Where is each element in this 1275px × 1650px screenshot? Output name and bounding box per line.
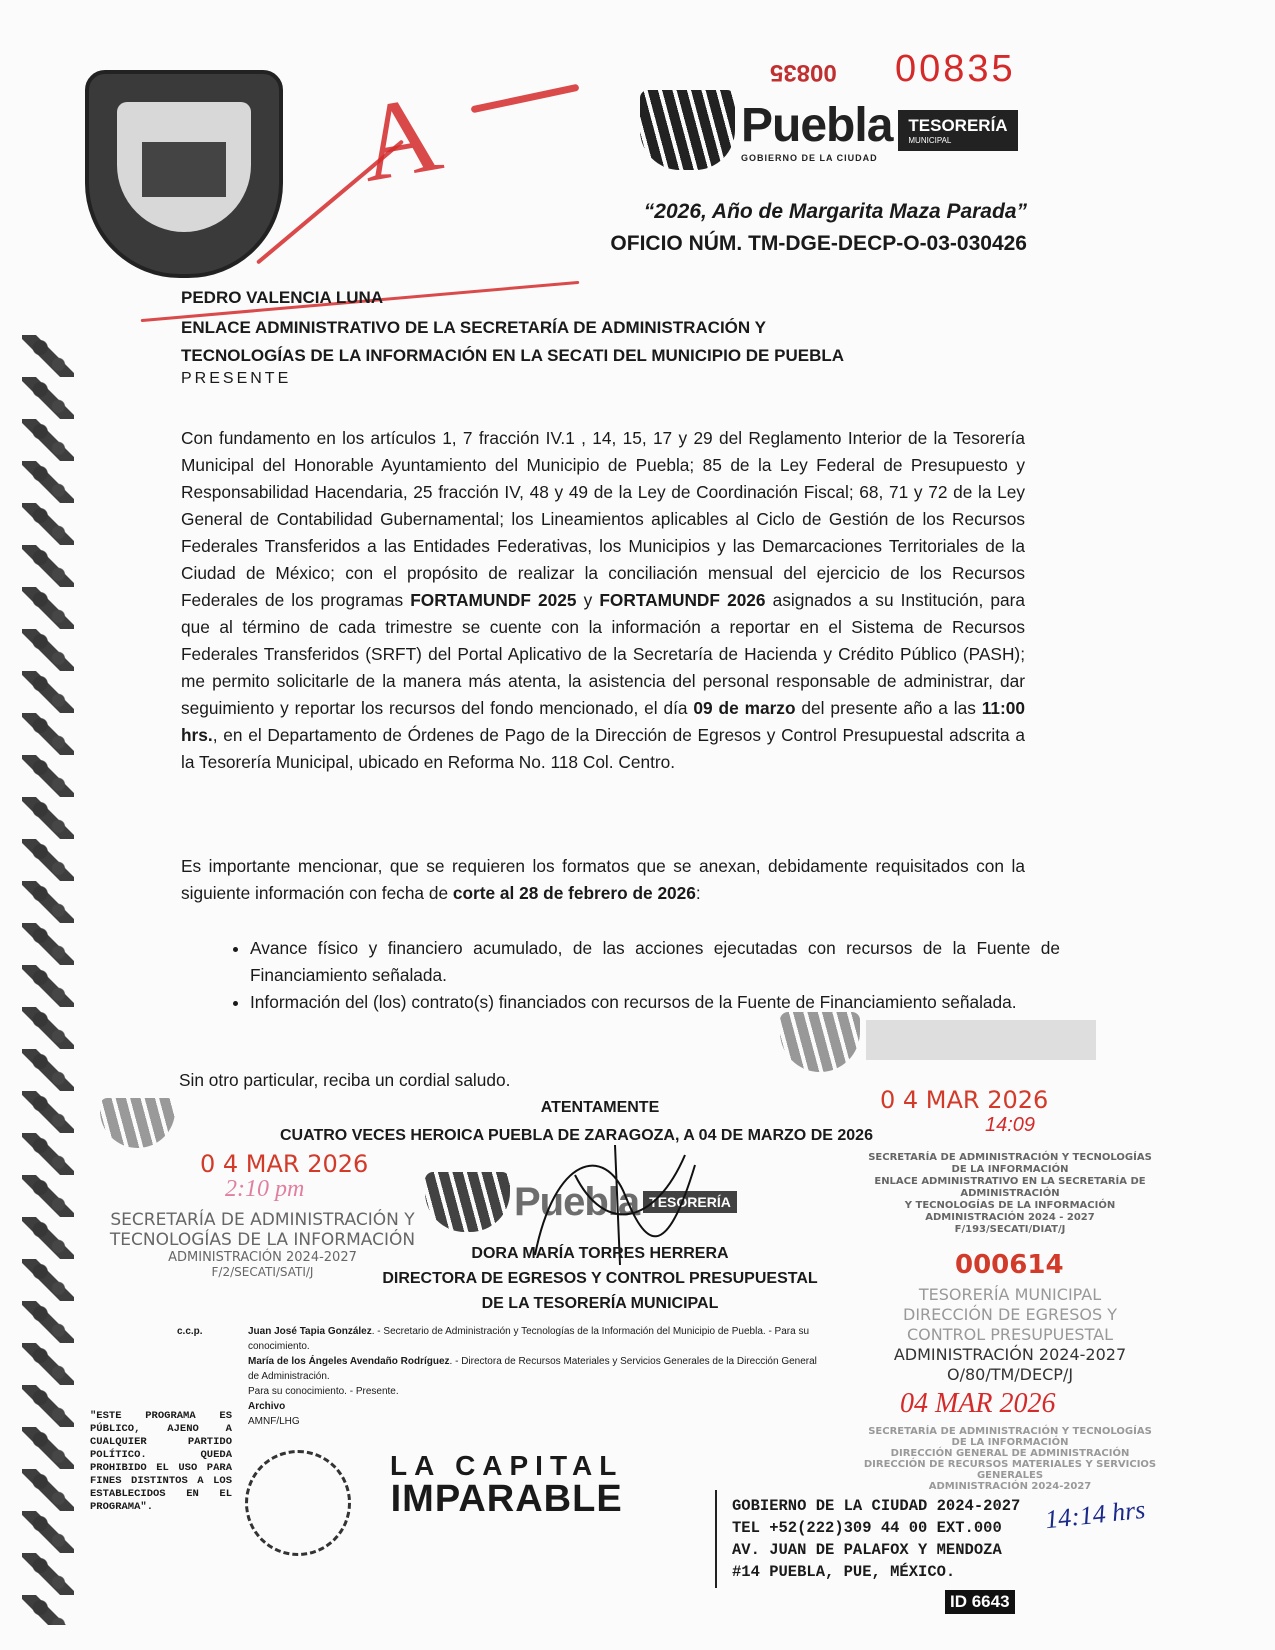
stamp-line: DIRECCIÓN DE EGRESOS Y	[903, 1305, 1117, 1324]
recipient-name: PEDRO VALENCIA LUNA	[181, 288, 384, 307]
stamp-line: ADMINISTRACIÓN 2024-2027	[893, 1345, 1127, 1364]
stamp-line: DE LA INFORMACIÓN	[951, 1437, 1069, 1448]
stamp-line: DE LA INFORMACIÓN	[951, 1164, 1069, 1175]
archivo-label: Archivo	[248, 1401, 286, 1412]
stamp-line: SECRETARÍA DE ADMINISTRACIÓN Y TECNOLOGÍAS	[868, 1152, 1152, 1163]
stamp-line: ADMINISTRACIÓN 2024-2027	[928, 1481, 1092, 1492]
ccp-recipient-role: . - Directora de Recursos Materiales y Servicios Generales de la Dirección General de Administración.	[248, 1356, 817, 1382]
brand-subtitle: GOBIERNO DE LA CIUDAD	[741, 152, 878, 163]
address-line: AV. JUAN DE PALAFOX Y MENDOZA	[732, 1541, 1002, 1559]
slogan-line: LA CAPITAL	[390, 1450, 624, 1481]
ccp-note: Para su conocimiento. - Presente.	[248, 1386, 399, 1397]
text-segment: del presente año a las	[795, 698, 982, 718]
requirements-list	[215, 935, 1060, 1016]
closing-greeting: Sin otro particular, reciba un cordial saludo.	[179, 1070, 511, 1090]
ccp-recipient-role: . - Secretario de Administración y Tecnologías de la Información del Municipio de Puebla. - Para su conocimiento.	[248, 1326, 810, 1352]
recipient-title-line2: TECNOLOGÍAS DE LA INFORMACIÓN EN LA SECATI DEL MUNICIPIO DE PUEBLA	[181, 346, 845, 365]
oficio-number: OFICIO NÚM. TM-DGE-DECP-O-03-030426	[610, 232, 1027, 255]
meeting-time: 11:00 hrs.	[181, 698, 1026, 745]
stamp-line: TECNOLOGÍAS DE LA INFORMACIÓN	[109, 1230, 416, 1250]
city-date-line: CUATRO VECES HEROICA PUEBLA DE ZARAGOZA, A 04 DE MARZO DE 2026	[280, 1127, 873, 1144]
annotation-stroke	[470, 84, 579, 114]
stamp-line: TESORERÍA MUNICIPAL	[918, 1285, 1102, 1304]
presente-label: PRESENTE	[181, 370, 292, 387]
text-segment: :	[695, 883, 701, 903]
handwritten-folio: 00835	[895, 48, 1016, 90]
seal-castle-icon	[117, 102, 251, 232]
equality-seal-icon	[245, 1450, 351, 1556]
tesoreria-label: TESORERÍA	[908, 115, 1008, 135]
stamp-line: ADMINISTRACIÓN 2024 - 2027	[925, 1212, 1095, 1223]
handwritten-time: 14:14 hrs	[1043, 1494, 1147, 1535]
document-id-badge: ID 6643	[945, 1590, 1015, 1614]
city-seal-logo	[85, 70, 283, 278]
footer-address	[732, 1495, 1020, 1583]
tesoreria-label: TESORERÍA	[643, 1191, 737, 1213]
stamp-line: DIRECCIÓN DE RECURSOS MATERIALES Y SERVICIOS GENERALES	[863, 1459, 1157, 1481]
received-number-stamp: 000614	[955, 1250, 1064, 1280]
stamp-line: ENLACE ADMINISTRATIVO EN LA SECRETARÍA DE ADMINISTRACIÓN	[874, 1176, 1146, 1199]
phone-line: TEL +52(222)309 44 00 EXT.000	[732, 1519, 1002, 1537]
la-capital-imparable-logo	[390, 1450, 623, 1521]
stamp-line: F/2/SECATI/SATI/J	[211, 1265, 314, 1279]
stamp-line: SECRETARÍA DE ADMINISTRACIÓN Y	[110, 1210, 415, 1230]
body-paragraph-2	[181, 853, 1025, 907]
ccp-label: c.c.p.	[177, 1326, 203, 1337]
footer-divider	[715, 1490, 717, 1588]
list-item: • Avance físico y financiero acumulado, de las acciones ejecutadas con recursos de la Fuente de Financiamiento señalada.	[250, 935, 1060, 989]
signer-department: DE LA TESORERÍA MUNICIPAL	[481, 1295, 719, 1312]
recipient-title-line1: ENLACE ADMINISTRATIVO DE LA SECRETARÍA DE ADMINISTRACIÓN Y	[181, 318, 766, 337]
text-segment: Es importante mencionar, que se requieren los formatos que se anexan, debidamente requisitados con la siguiente información con fecha de	[181, 856, 1025, 903]
text-segment: y	[576, 590, 600, 610]
stamp-line: DIRECCIÓN GENERAL DE ADMINISTRACIÓN	[890, 1448, 1130, 1459]
stamp-line: F/193/SECATI/DIAT/J	[954, 1224, 1066, 1235]
puebla-tesoreria-logo	[640, 90, 1018, 170]
meeting-date: 09 de marzo	[693, 698, 796, 718]
stamp-line: CONTROL PRESUPUESTAL	[907, 1325, 1113, 1344]
signer-role: DIRECTORA DE EGRESOS Y CONTROL PRESUPUESTAL	[382, 1270, 818, 1287]
puebla-emblem-icon	[640, 90, 735, 170]
address-line: #14 PUEBLA, PUE, MÉXICO.	[732, 1563, 956, 1581]
tesoreria-box	[898, 110, 1017, 151]
address-line: GOBIERNO DE LA CIUDAD 2024-2027	[732, 1497, 1021, 1515]
program-name: FORTAMUNDF 2025	[410, 590, 577, 610]
enlace-stamp	[840, 1152, 1180, 1236]
received-date-stamp: 0 4 MAR 2026	[880, 1086, 1049, 1114]
stamp-line: SECRETARÍA DE ADMINISTRACIÓN Y TECNOLOGÍAS	[868, 1426, 1152, 1437]
ccp-recipient-name: María de los Ángeles Avendaño Rodríguez	[248, 1356, 450, 1367]
cutoff-date: corte al 28 de febrero de 2026	[452, 883, 696, 903]
stamp-line: O/80/TM/DECP/J	[946, 1365, 1074, 1384]
ccp-list	[248, 1324, 818, 1429]
handwritten-time: 2:10 pm	[225, 1176, 305, 1202]
brand-name: Puebla	[741, 98, 893, 152]
puebla-emblem-icon	[780, 1012, 860, 1072]
ccp-recipient-name: Juan José Tapia González	[248, 1326, 372, 1337]
faded-logo-stamp	[780, 1012, 1096, 1072]
year-motto: “2026, Año de Margarita Maza Parada”	[643, 200, 1027, 223]
brand-name: Puebla	[514, 1179, 640, 1224]
handwritten-time: 14:09	[985, 1114, 1036, 1136]
stamp-line: Y TECNOLOGÍAS DE LA INFORMACIÓN	[904, 1200, 1116, 1211]
text-segment: asignados a su Institución, para que al término de cada trimestre se cuente con la información a reportar en el Sistema de Recursos Federales Transferidos (SRFT) del Portal Aplicativo de la Secretaría de Hacienda y Crédito Público (PASH); me permito solicitarle de la manera más atenta, la asistencia del personal responsable de administrar, dar seguimiento y reportar los recursos del fondo mencionado, el día	[181, 590, 1026, 718]
direccion-egresos-stamp	[840, 1285, 1180, 1385]
recursos-materiales-stamp	[840, 1426, 1180, 1492]
puebla-emblem-icon	[425, 1172, 510, 1232]
body-paragraph-1	[181, 425, 1025, 776]
signer-name: DORA MARÍA TORRES HERRERA	[471, 1245, 729, 1262]
atentamente-label: ATENTAMENTE	[540, 1099, 660, 1116]
program-legend: "ESTE PROGRAMA ES PÚBLICO, AJENO A CUALQUIER PARTIDO POLÍTICO. QUEDA PROHIBIDO EL USO PARA FINES DISTINTOS A LOS ESTABLECIDOS EN EL PROGRAMA".	[90, 1410, 232, 1513]
municipal-label: MUNICIPAL	[908, 135, 952, 145]
received-date-stamp: 0 4 MAR 2026	[200, 1150, 369, 1178]
handwritten-date: 04 MAR 2026	[900, 1388, 1056, 1419]
slogan-line: IMPARABLE	[390, 1478, 623, 1520]
initials: AMNF/LHG	[248, 1416, 300, 1427]
text-segment: Con fundamento en los artículos 1, 7 fracción IV.1 , 14, 15, 17 y 29 del Reglamento Interior de la Tesorería Municipal del Honorable Ayuntamiento del Municipio de Puebla; 85 de la Ley Federal de Presupuesto y Responsabilidad Hacendaria, 25 fracción IV, 48 y 49 de la Ley de Coordinación Fiscal; 68, 71 y 72 de la Ley General de Contabilidad Gubernamental; los Lineamientos aplicables al Ciclo de Gestión de los Recursos Federales Transferidos a las Entidades Federativas, los Municipios y las Demarcaciones Territoriales de la Ciudad de México; con el propósito de realizar la conciliación mensual del ejercicio de los Recursos Federales de los programas	[181, 428, 1025, 610]
stamp-line: ADMINISTRACIÓN 2024-2027	[168, 1250, 357, 1265]
text-segment: , en el Departamento de Órdenes de Pago de la Dirección de Egresos y Control Presupuestal adscrita a la Tesorería Municipal, ubicado en Reforma No. 118 Col. Centro.	[181, 725, 1025, 772]
program-name: FORTAMUNDF 2026	[599, 590, 766, 610]
decorative-border	[22, 335, 74, 1625]
folio-stamp: 00835	[770, 59, 837, 86]
annotation-letter: A	[349, 71, 450, 205]
list-item: • Información del (los) contrato(s) financiados con recursos de la Fuente de Financiamiento señalada.	[250, 989, 1060, 1016]
